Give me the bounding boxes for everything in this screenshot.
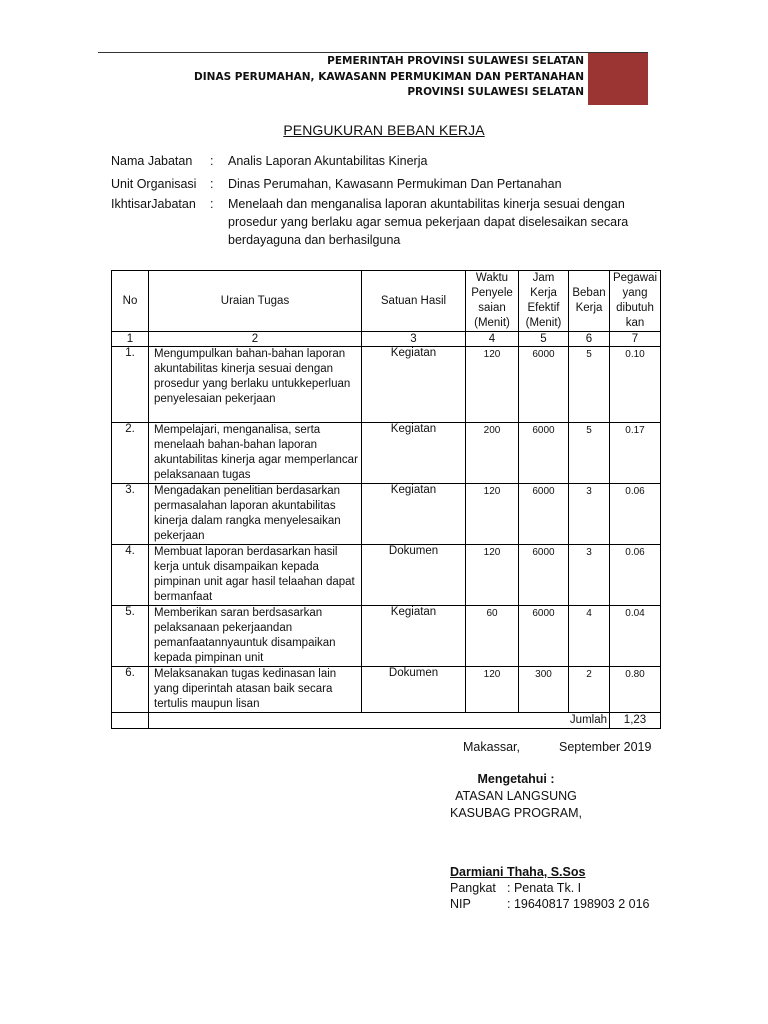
row-waktu: 120: [466, 347, 519, 423]
mengetahui-label: Mengetahui :: [477, 772, 555, 786]
atasan-label: ATASAN LANGSUNG: [455, 789, 577, 803]
place-date: [463, 740, 652, 754]
nip-row: [450, 896, 650, 912]
row-satuan: Kegiatan: [362, 423, 466, 484]
row-pegawai: 0.04: [610, 606, 661, 667]
signer-block: [450, 864, 650, 912]
row-uraian: Mempelajari, menganalisa, serta menelaah bahan-bahan laporan akuntabilitas kinerja agar memperlancar pelaksanaan tugas: [149, 423, 362, 484]
approval-block: [446, 771, 586, 822]
row-no: 3.: [112, 484, 149, 545]
row-uraian: Mengadakan penelitian berdasarkan permasalahan laporan akuntabilitas kinerja dalam rangka menyelesaikan pekerjaan: [149, 484, 362, 545]
table-header-row: [112, 271, 661, 332]
row-no: 4.: [112, 545, 149, 606]
place: Makassar,: [463, 740, 520, 754]
row-satuan: Dokumen: [362, 545, 466, 606]
letterhead-line-1: PEMERINTAH PROVINSI SULAWESI SELATAN: [327, 55, 584, 67]
row-satuan: Kegiatan: [362, 347, 466, 423]
letterhead-accent-block: [588, 53, 648, 105]
row-waktu: 120: [466, 484, 519, 545]
row-pegawai: 0.06: [610, 484, 661, 545]
header-satuan-hasil: Satuan Hasil: [362, 271, 466, 332]
nip-value: : 19640817 198903 2 016: [507, 897, 650, 911]
row-jam: 6000: [519, 423, 569, 484]
row-satuan: Dokumen: [362, 667, 466, 713]
row-uraian: Membuat laporan berdasarkan hasil kerja untuk disampaikan kepada pimpinan unit agar hasil telaahan dapat bermanfaat: [149, 545, 362, 606]
row-pegawai: 0.80: [610, 667, 661, 713]
row-jam: 6000: [519, 484, 569, 545]
ikhtisar-jabatan-value: Menelaah dan menganalisa laporan akuntabilitas kinerja sesuai dengan prosedur yang berlaku agar semua pekerjaan dapat diselesaikan secara berdayaguna dan berhasilguna: [228, 197, 629, 247]
info-unit-organisasi: [111, 175, 711, 193]
colon: :: [210, 154, 214, 168]
nama-jabatan-label: Nama Jabatan: [111, 154, 193, 168]
header-jam-kerja-efektif: Jam Kerja Efektif (Menit): [519, 271, 569, 332]
row-uraian: Melaksanakan tugas kedinasan lain yang diperintah atasan baik secara tertulis maupun lisan: [149, 667, 362, 713]
row-waktu: 60: [466, 606, 519, 667]
unit-organisasi-value: Dinas Perumahan, Kawasann Permukiman Dan Pertanahan: [228, 177, 562, 191]
colon: :: [210, 177, 214, 191]
ikhtisar-jabatan-label: IkhtisarJabatan: [111, 197, 196, 211]
nip-label: NIP: [450, 897, 471, 911]
column-number: 2: [149, 332, 362, 347]
header-waktu-penyelesaian: Waktu Penyele saian (Menit): [466, 271, 519, 332]
column-number: 3: [362, 332, 466, 347]
row-beban: 5: [569, 347, 610, 423]
unit-organisasi-label: Unit Organisasi: [111, 177, 197, 191]
row-beban: 2: [569, 667, 610, 713]
row-beban: 4: [569, 606, 610, 667]
row-jam: 6000: [519, 545, 569, 606]
signer-name: Darmiani Thaha, S.Sos: [450, 865, 586, 879]
column-number: 6: [569, 332, 610, 347]
header-pegawai-dibutuhkan: Pegawai yang dibutuh kan: [610, 271, 661, 332]
row-no: 2.: [112, 423, 149, 484]
letterhead-line-2: DINAS PERUMAHAN, KAWASANN PERMUKIMAN DAN PERTANAHAN: [194, 70, 584, 83]
column-number: 5: [519, 332, 569, 347]
row-no: 6.: [112, 667, 149, 713]
row-beban: 3: [569, 545, 610, 606]
letterhead-line-3: PROVINSI SULAWESI SELATAN: [407, 86, 584, 98]
column-number-row: [112, 332, 661, 347]
document-title: PENGUKURAN BEBAN KERJA: [283, 122, 485, 138]
jumlah-empty-cell: [112, 713, 149, 729]
row-waktu: 200: [466, 423, 519, 484]
table-row: [112, 484, 661, 545]
row-jam: 300: [519, 667, 569, 713]
jumlah-row: [112, 713, 661, 729]
info-ikhtisar-jabatan: [111, 195, 711, 251]
column-number: 1: [112, 332, 149, 347]
row-no: 1.: [112, 347, 149, 423]
header-beban-kerja: Beban Kerja: [569, 271, 610, 332]
pangkat-row: [450, 880, 585, 896]
table-row: [112, 606, 661, 667]
row-jam: 6000: [519, 347, 569, 423]
row-uraian: Mengumpulkan bahan-bahan laporan akuntabilitas kinerja sesuai dengan prosedur yang berlaku untukkeperluan penyelesaian pekerjaan: [149, 347, 362, 423]
beban-kerja-table: [111, 270, 661, 729]
row-pegawai: 0.06: [610, 545, 661, 606]
table-row: [112, 423, 661, 484]
table-row: [112, 347, 661, 423]
pangkat-label: Pangkat: [450, 881, 496, 895]
jabatan-label: KASUBAG PROGRAM,: [450, 806, 582, 820]
colon: :: [210, 197, 214, 211]
row-jam: 6000: [519, 606, 569, 667]
pangkat-value: : Penata Tk. I: [507, 881, 582, 895]
date: September 2019: [559, 740, 652, 754]
row-waktu: 120: [466, 667, 519, 713]
info-nama-jabatan: [111, 152, 711, 170]
table-row: [112, 545, 661, 606]
row-no: 5.: [112, 606, 149, 667]
header-uraian-tugas: Uraian Tugas: [149, 271, 362, 332]
row-satuan: Kegiatan: [362, 484, 466, 545]
jumlah-label: Jumlah: [149, 713, 610, 729]
column-number: 4: [466, 332, 519, 347]
row-uraian: Memberikan saran berdsasarkan pelaksanaan pekerjaandan pemanfaatannyauntuk disampaikan kepada pimpinan unit: [149, 606, 362, 667]
letterhead: [98, 54, 588, 104]
row-waktu: 120: [466, 545, 519, 606]
row-beban: 5: [569, 423, 610, 484]
jumlah-value: 1,23: [610, 713, 661, 729]
table-row: [112, 667, 661, 713]
row-pegawai: 0.10: [610, 347, 661, 423]
column-number: 7: [610, 332, 661, 347]
header-rule: [98, 52, 648, 53]
row-pegawai: 0.17: [610, 423, 661, 484]
row-beban: 3: [569, 484, 610, 545]
row-satuan: Kegiatan: [362, 606, 466, 667]
nama-jabatan-value: Analis Laporan Akuntabilitas Kinerja: [228, 154, 428, 168]
header-no: No: [112, 271, 149, 332]
